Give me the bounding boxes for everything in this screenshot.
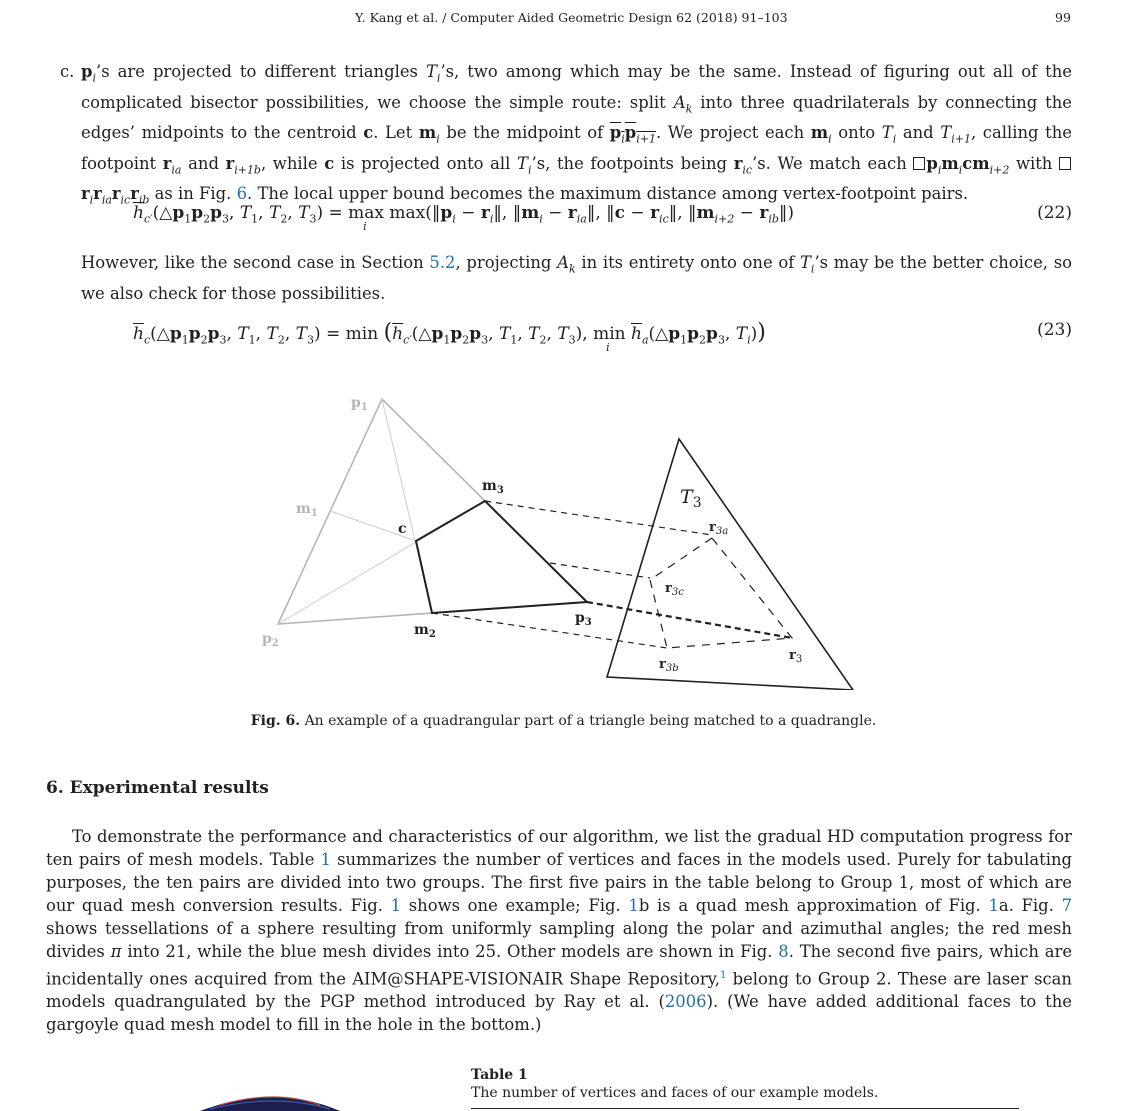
label-p1: $p_1$: [351, 395, 368, 413]
label-p3: $p_3$: [575, 610, 592, 628]
quad-c-m3-p3-m2: [416, 501, 587, 613]
label-m1: $m_1$: [296, 501, 318, 519]
ray-2006-citation-link[interactable]: 2006: [664, 992, 707, 1012]
label-r3c: $r_{3c}$: [665, 581, 684, 598]
table-1-title: Table 1: [471, 1067, 528, 1083]
label-p2: $p_2$: [262, 631, 279, 649]
label-m3: $m_3$: [482, 478, 504, 496]
fig-1-link[interactable]: 1: [390, 896, 402, 916]
figure-6-diagram: [0, 390, 1127, 690]
section-heading: 6. Experimental results: [46, 778, 269, 798]
table-1-link[interactable]: 1: [320, 850, 331, 870]
results-paragraph: To demonstrate the performance and characteristics of our algorithm, we list the gradual HD computation progress for ten pairs of mesh models. Table 1 summarizes the number of vertices and faces in the models used. Purely for tabulating purposes, the ten pairs are divided into two groups. The first five pairs in the table belong to Group 1, most of which are our quad mesh conversion results. Fig. 1 shows one example; Fig. 1b is a quad mesh approximation of Fig. 1a. Fig. 7 shows tessellations of a sphere resulting from uniformly sampling along the polar and azimuthal angles; the red mesh divides π into 21, while the blue mesh divides into 25. Other models are shown in Fig. 8. The second five pairs, which are incidentally ones acquired from the AIM@SHAPE-VISIONAIR Shape Repository,$^1$ belong to Group 2. These are laser scan models quadrangulated by the PGP method introduced by Ray et al. (2006). (We have added additional faces to the gargoyle quad mesh model to fill in the hole in the bottom.): [46, 827, 1073, 1035]
fig-1a-link[interactable]: 1: [988, 896, 999, 916]
proj-m2: [432, 613, 667, 648]
fig-7-link[interactable]: 7: [1061, 896, 1072, 916]
page-number: 99: [1055, 10, 1071, 25]
label-m2: $m_2$: [414, 622, 436, 640]
proj-c: [550, 563, 650, 578]
however-paragraph: However, like the second case in Section 5.2, projecting $A_k$ in its entirety onto one of $T_i’s$ may be the better choice, so we also check for those possibilities.: [81, 253, 1072, 303]
running-header: Y. Kang et al. / Computer Aided Geometric Design 62 (2018) 91–103: [355, 10, 788, 25]
table-1-caption: The number of vertices and faces of our example models.: [471, 1085, 879, 1101]
label-r3: $r_3$: [789, 648, 803, 665]
label-c: c: [398, 521, 407, 537]
table-1-top-rule: [471, 1108, 1019, 1109]
item-marker: c.: [60, 62, 75, 81]
label-r3b: $r_{3b}$: [659, 657, 679, 674]
label-r3a: $r_{3a}$: [709, 520, 729, 537]
equation-23-number: (23): [1037, 320, 1072, 340]
fig-6-link[interactable]: 6: [236, 184, 248, 204]
label-T3: $T_3$: [680, 486, 702, 511]
footnote-1-link[interactable]: 1: [719, 969, 727, 981]
figure-6-caption: Fig. 6. An example of a quadrangular part of a triangle being matched to a quadrangle.: [250, 713, 877, 729]
fig-1b-link[interactable]: 1: [628, 896, 639, 916]
sphere-image-fragment: [195, 1091, 355, 1111]
proj-p3: [587, 602, 792, 638]
fig-8-link[interactable]: 8: [778, 942, 789, 962]
equation-23: $\overline{h}_c(\triangle p_1p_2p_3$, $T_1$, $T_2$, $T_3) = \min$ ($\overline{h}_{c'}(\triangle p_1p_2p_3$, $T_1$, $T_2$, $T_3$), min i $\overline{h}_a(\triangle p_1p_2p_3$, $T_i$)): [133, 320, 766, 354]
section-5-2-link[interactable]: 5.2: [429, 253, 456, 272]
equation-22-number: (22): [1037, 203, 1072, 223]
triangle-T3: [607, 439, 853, 690]
triangle-p1p2p3: [278, 399, 587, 624]
item-c-paragraph: c. $p_i’s$ are projected to different triangles $T_i’s$, two among which may be the same. Instead of figuring out all of the complicated bisector possibilities, we choose the simple route: split $A_k$ into three quadrilaterals by connecting the edges’ midpoints to the centroid c. Let $m_i$ be the midpoint of $p_ip_{i+1}$. We project each $m_i$ onto $T_i$ and $T_{i+1}$, calling the footpoint $r_{ia}$ and $r_{i+1b}$, while c is projected onto all $T_i’s$, the footpoints being $r_{ic}’s$. We match each $p_im_icm_{i+2}$ with $r_ir_{ia}r_{ic}r_{ib}$ as in Fig. 6. The local upper bound becomes the maximum distance among vertex-footpoint pairs.: [60, 62, 1073, 207]
equation-22: $\overline{h}_{c'}(\triangle p_1p_2p_3$, $T_1$, $T_2$, $T_3) = \max$ i $\max(‖p_i$ − $r_i‖$, $‖m_i$ − $r_{ia}‖$, ‖c − $r_{ic}‖$, $‖m_{i+2}$ − $r_{ib}‖$): [133, 203, 795, 233]
proj-m3: [485, 501, 712, 535]
